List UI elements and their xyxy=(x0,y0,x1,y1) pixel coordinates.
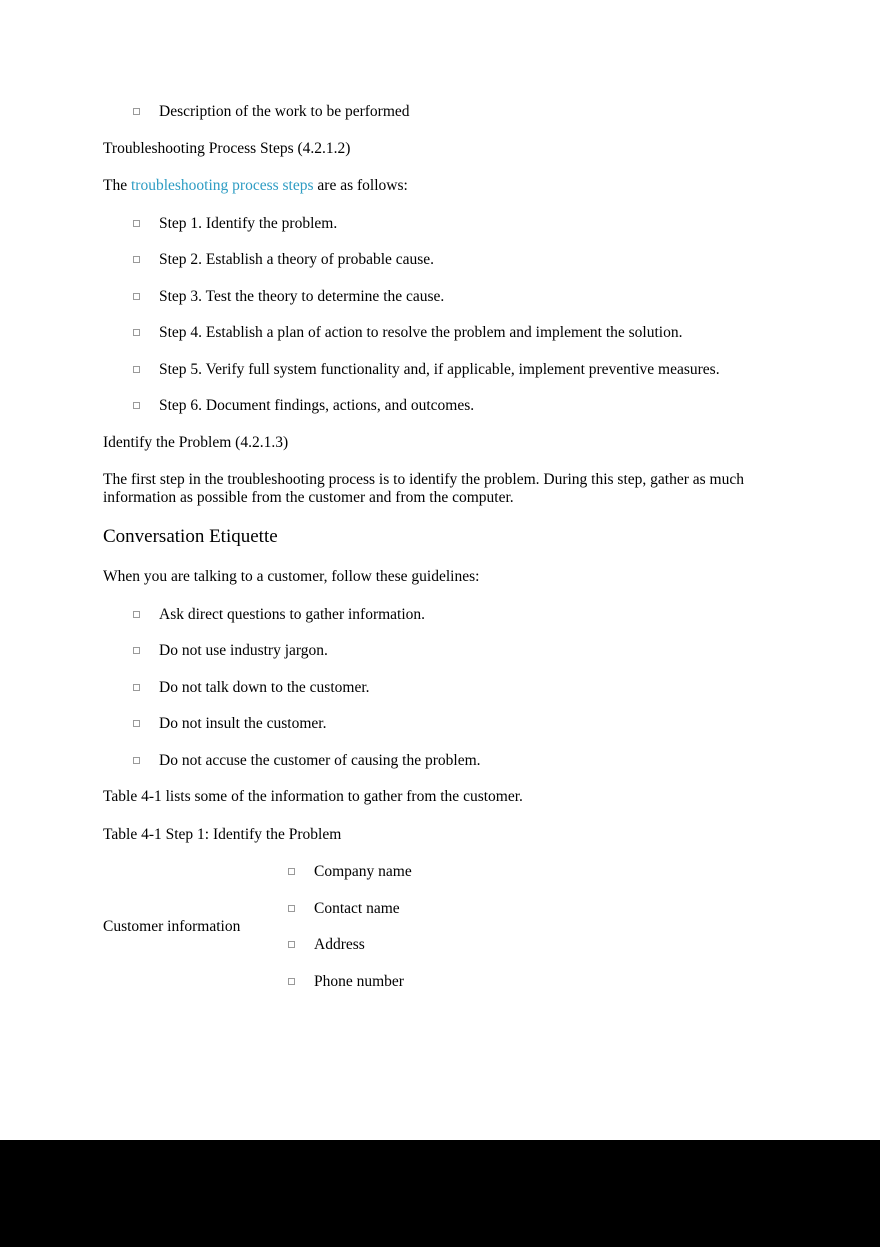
customer-information-items xyxy=(288,863,780,990)
list-item-text: Do not accuse the customer of causing the problem. xyxy=(159,751,481,769)
bullet-square-icon xyxy=(133,220,140,227)
list-item-work-description xyxy=(103,103,780,121)
list-item-guideline-5 xyxy=(103,752,780,770)
list-item-text: Address xyxy=(314,936,365,953)
bullet-square-icon xyxy=(133,402,140,409)
list-item-text: Step 5. Verify full system functionality and, if applicable, implement preventive measures. xyxy=(159,360,720,378)
intro-sentence-suffix: are as follows: xyxy=(313,177,408,194)
list-item-step-2 xyxy=(103,251,780,269)
paragraph-identify-the-problem: The first step in the troubleshooting process is to identify the problem. During this step, gather as much information as possible from the customer and from the computer. xyxy=(103,471,744,506)
list-item-step-1 xyxy=(103,215,780,233)
list-item-phone-number xyxy=(288,973,780,991)
bullet-square-icon xyxy=(133,720,140,727)
bullet-square-icon xyxy=(133,611,140,618)
bullet-square-icon xyxy=(133,366,140,373)
list-item-guideline-1 xyxy=(103,606,780,624)
list-item-guideline-2 xyxy=(103,642,780,660)
list-item-text: Description of the work to be performed xyxy=(159,103,410,120)
table-row-label: Customer information xyxy=(103,917,241,935)
bullet-square-icon xyxy=(133,256,140,263)
list-item-guideline-3 xyxy=(103,679,780,697)
list-item-text: Company name xyxy=(314,863,412,880)
bullet-square-icon xyxy=(133,329,140,336)
list-item-address xyxy=(288,936,780,954)
list-item-text: Step 4. Establish a plan of action to resolve the problem and implement the solution. xyxy=(159,324,683,341)
list-item-text: Do not talk down to the customer. xyxy=(159,678,370,696)
troubleshooting-steps-list xyxy=(103,215,780,415)
section-heading-troubleshooting-process-steps: Troubleshooting Process Steps (4.2.1.2) xyxy=(103,139,351,157)
list-item-text: Contact name xyxy=(314,899,400,917)
bullet-square-icon xyxy=(288,978,295,985)
list-item-guideline-4 xyxy=(103,715,780,733)
bullet-square-icon xyxy=(133,108,140,115)
list-item-step-6 xyxy=(103,397,780,415)
bullet-square-icon xyxy=(133,293,140,300)
intro-sentence-prefix: The xyxy=(103,177,131,194)
paragraph-table-intro: Table 4-1 lists some of the information to gather from the customer. xyxy=(103,788,523,805)
list-item-text: Step 1. Identify the problem. xyxy=(159,214,338,232)
bullet-square-icon xyxy=(288,868,295,875)
bullet-square-icon xyxy=(288,905,295,912)
troubleshooting-process-steps-link[interactable]: troubleshooting process steps xyxy=(130,177,314,194)
list-item-text: Step 6. Document findings, actions, and outcomes. xyxy=(159,397,475,414)
bullet-square-icon xyxy=(133,757,140,764)
bullet-square-icon xyxy=(288,941,295,948)
section-heading-identify-the-problem: Identify the Problem (4.2.1.3) xyxy=(103,433,289,451)
table-caption: Table 4-1 Step 1: Identify the Problem xyxy=(103,825,342,843)
list-item-step-5 xyxy=(103,361,780,379)
reader-bottom-bar xyxy=(0,1140,880,1247)
table-row-customer-information xyxy=(103,863,780,990)
bullet-square-icon xyxy=(133,684,140,691)
list-item-text: Ask direct questions to gather information. xyxy=(159,605,426,623)
guidelines-list xyxy=(103,606,780,770)
list-item-text: Do not insult the customer. xyxy=(159,715,327,732)
list-item-company-name xyxy=(288,863,780,881)
list-item-text: Step 2. Establish a theory of probable cause. xyxy=(159,251,435,268)
list-item-step-3 xyxy=(103,288,780,306)
list-item-text: Step 3. Test the theory to determine the cause. xyxy=(159,287,445,305)
heading-conversation-etiquette: Conversation Etiquette xyxy=(103,526,278,547)
list-item-text: Phone number xyxy=(314,972,404,990)
list-item-contact-name xyxy=(288,900,780,918)
list-item-text: Do not use industry jargon. xyxy=(159,642,328,659)
paragraph-guidelines-intro: When you are talking to a customer, follow these guidelines: xyxy=(103,568,480,585)
list-item-step-4 xyxy=(103,324,780,342)
bullet-square-icon xyxy=(133,647,140,654)
paragraph-intro-sentence xyxy=(103,177,780,195)
